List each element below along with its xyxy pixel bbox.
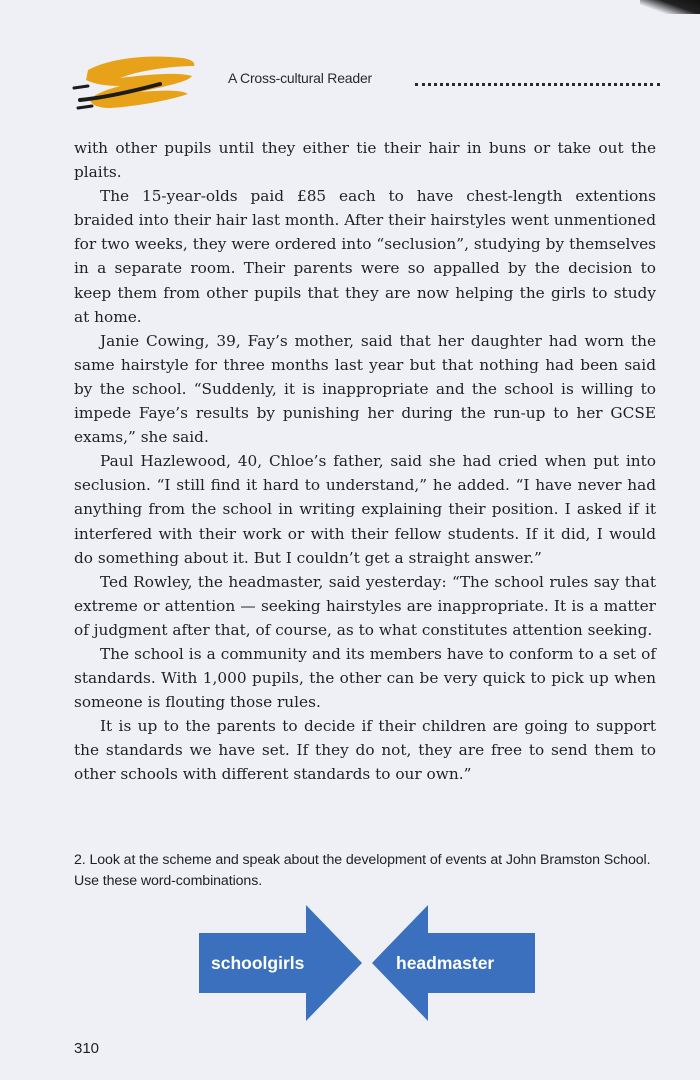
page-corner-shadow <box>640 0 700 14</box>
arrow-label-headmaster: headmaster <box>396 953 495 973</box>
paragraph: Paul Hazlewood, 40, Chloe’s father, said she had cried when put into seclusion. “I still find it hard to understand,” he added. “I have never had anything from the school in writing explaining their position. I asked if it interfered with their work or with their fellow students. If it did, I would do something about it. But I couldn’t get a straight answer.” <box>74 452 656 567</box>
running-header <box>70 48 660 118</box>
task-instruction: 2. Look at the scheme and speak about the development of events at John Bramston School. Use these word-combinations. <box>74 852 651 889</box>
paragraph: The 15-year-olds paid £85 each to have chest-length extentions braided into their hair last month. After their hairstyles went unmentioned for two weeks, they were ordered into “seclusion”, studying by themselves in a separate room. Their parents were so appalled by the decision to keep them from other pupils that they are now helping the girls to study at home. <box>74 187 656 326</box>
paragraph: with other pupils until they either tie their hair in buns or take out the plaits. <box>74 139 656 182</box>
paragraph: It is up to the parents to decide if their children are going to support the standards we have set. If they do not, they are free to send them to other schools with different standards to our own.” <box>74 717 656 784</box>
paragraph: The school is a community and its members have to conform to a set of standards. With 1,000 pupils, the other can be very quick to pick up when someone is flouting those rules. <box>74 644 656 712</box>
running-title: A Cross-cultural Reader <box>228 70 373 86</box>
brush-stroke-logo <box>70 48 230 116</box>
arrow-label-schoolgirls: schoolgirls <box>211 953 305 973</box>
paragraph: Ted Rowley, the headmaster, said yesterday: “The school rules say that extreme or attention — seeking hairstyles are inappropriate. It is a matter of judgment after that, of course, as to what constitutes attention seeking. <box>74 572 656 639</box>
leader-dots <box>415 83 660 86</box>
paragraph: Janie Cowing, 39, Fay’s mother, said that her daughter had worn the same hairstyle for three months last year but that nothing had been said by the school. “Suddenly, it is inappropriate and the school is willing to impede Faye’s results by punishing her during the run-up to her GCSE exams,” she said. <box>74 331 656 447</box>
page-number: 310 <box>74 1040 100 1057</box>
scheme-diagram <box>196 903 538 1025</box>
article-body <box>74 136 656 787</box>
